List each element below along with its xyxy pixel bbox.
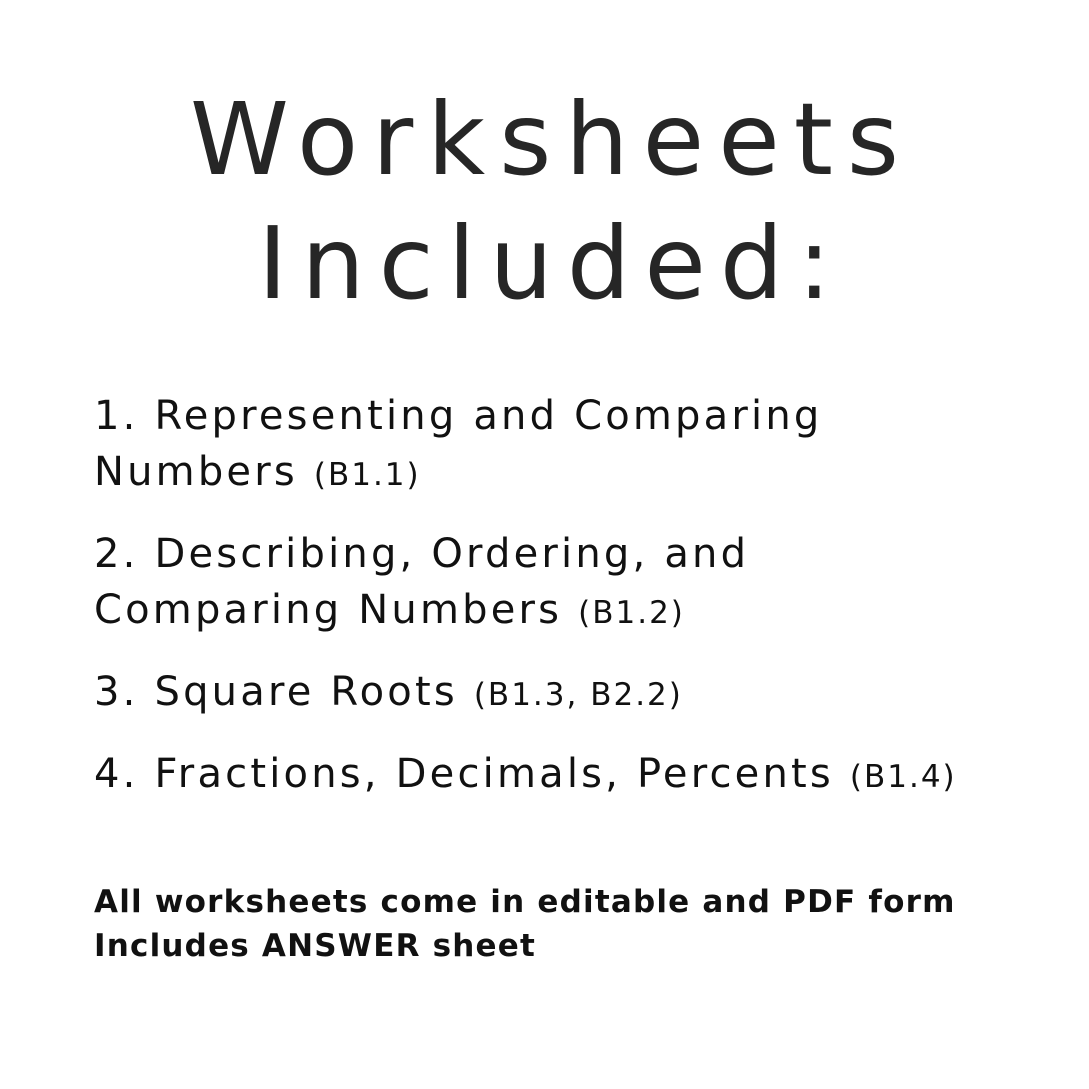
page-title (0, 78, 1089, 326)
answer-sheet-note: Includes ANSWER sheet (94, 928, 537, 964)
worksheet-title-line-1: Describing, Ordering, and (154, 531, 750, 577)
worksheet-list (94, 388, 1054, 828)
curriculum-code: (B1.4) (849, 759, 957, 795)
title-line-2: Included: (257, 205, 846, 322)
curriculum-code: (B1.2) (578, 595, 685, 631)
worksheet-item-3 (94, 664, 1054, 723)
worksheet-number: 1. (94, 393, 139, 439)
worksheet-number: 2. (94, 531, 139, 577)
worksheet-title-line-2: Comparing Numbers (94, 587, 563, 633)
worksheet-title: Fractions, Decimals, Percents (154, 751, 834, 797)
title-line-1: Worksheets (189, 81, 914, 198)
worksheet-title-line-1: Representing and Comparing (154, 393, 823, 439)
worksheet-number: 4. (94, 751, 139, 797)
worksheet-title: Square Roots (154, 669, 458, 715)
worksheet-number: 3. (94, 669, 139, 715)
formats-note: All worksheets come in editable and PDF form (94, 884, 956, 920)
worksheet-title-line-2: Numbers (94, 449, 298, 495)
worksheet-item-4 (94, 746, 1054, 805)
curriculum-code: (B1.3, B2.2) (473, 677, 683, 713)
worksheet-item-1 (94, 388, 1054, 503)
product-notes (94, 880, 1054, 968)
curriculum-code: (B1.1) (313, 457, 421, 493)
worksheet-item-2 (94, 526, 1054, 641)
